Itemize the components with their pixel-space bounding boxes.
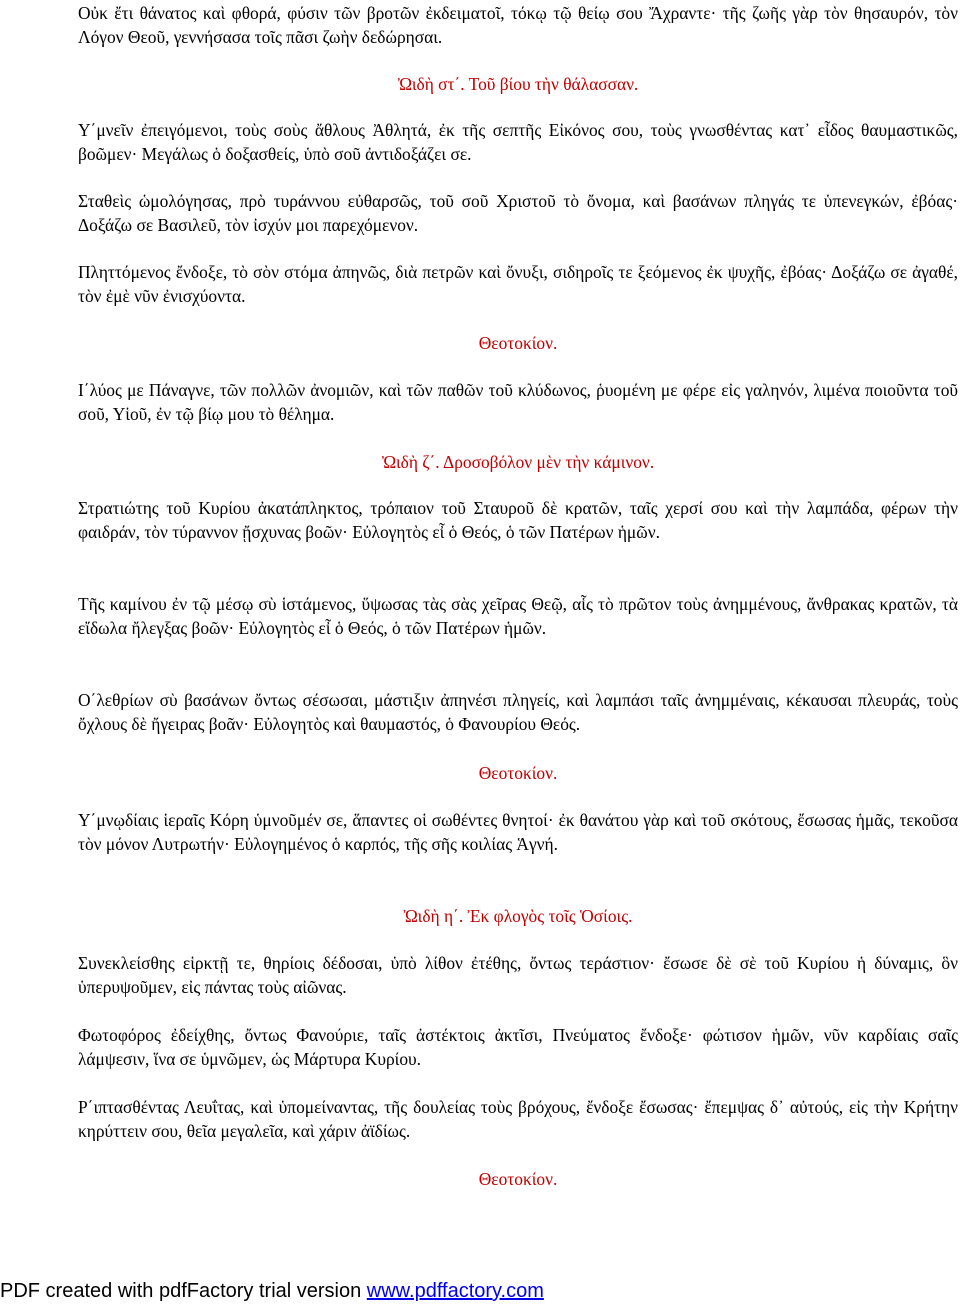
paragraph: Συνεκλείσθης εἱρκτῇ τε, θηρίοις δέδοσαι, ὑπὸ λίθον ἐτέθης, ὄντως τεράστιον· ἔσωσε δὲ σὲ τοῦ Κυρίου ἡ δύναμις, ὃν ὑπερυψοῦμεν, εἰς πάντας τοὺς αἰῶνας. bbox=[78, 953, 958, 997]
paragraph: Οὐκ ἔτι θάνατος καὶ φθορά, φύσιν τῶν βροτῶν ἐκδειματοῖ, τόκῳ τῷ θείῳ σου Ἄχραντε· τῆς ζωῆς γὰρ τὸν θησαυρόν, τὸν Λόγον Θεοῦ, γεννήσασα τοῖς πᾶσι ζωὴν δεδώρησαι. bbox=[78, 3, 958, 47]
footer-text: PDF created with pdfFactory trial version bbox=[0, 1280, 367, 1302]
ode-heading: Ὠιδὴ ζ΄. Δροσοβόλον μὲν τὴν κάμινον. bbox=[381, 452, 655, 472]
theotokion-heading: Θεοτοκίον. bbox=[478, 333, 558, 353]
paragraph: Τῆς καμίνου ἐν τῷ μέσῳ σὺ ἱστάμενος, ὕψωσας τὰς σὰς χεῖρας Θεῷ, αἷς τὸ πρῶτον τοὺς ἀνημμένους, ἄνθρακας κρατῶν, τὰ εἴδωλα ἤλεγξας βοῶν· Εὐλογητὸς εἶ ὁ Θεός, ὁ τῶν Πατέρων ἡμῶν. bbox=[78, 594, 958, 638]
paragraph: Ι΄λύος με Πάναγνε, τῶν πολλῶν ἀνομιῶν, καὶ τῶν παθῶν τοῦ κλύδωνος, ῥυομένη με φέρε εἰς γαληνόν, λιμένα ποιοῦντα τοῦ σοῦ, Υἱοῦ, ἐν τῷ βίῳ μου τὸ θέλημα. bbox=[78, 380, 958, 424]
ode-heading: Ὠιδὴ η΄. Ἐκ φλογὸς τοῖς Ὁσίοις. bbox=[403, 906, 633, 926]
theotokion-heading: Θεοτοκίον. bbox=[478, 1169, 558, 1189]
paragraph: Πληττόμενος ἔνδοξε, τὸ σὸν στόμα ἀπηνῶς, διὰ πετρῶν καὶ ὄνυξι, σιδηροῖς τε ξεόμενος ἐκ ψυχῆς, ἐβόας· Δοξάζω σε ἀγαθέ, τὸν ἐμὲ νῦν ἐνισχύοντα. bbox=[78, 262, 958, 306]
paragraph: Στρατιώτης τοῦ Κυρίου ἀκατάπληκτος, τρόπαιον τοῦ Σταυροῦ δὲ κρατῶν, ταῖς χερσί σου καὶ τὴν λαμπάδα, φέρων τὴν φαιδράν, τὸν τύραννον ᾔσχυνας βοῶν· Εὐλογητὸς εἶ ὁ Θεός, ὁ τῶν Πατέρων ἡμῶν. bbox=[78, 498, 958, 542]
paragraph: Υ΄μνεῖν ἐπειγόμενοι, τοὺς σοὺς ἄθλους Ἀθλητά, ἐκ τῆς σεπτῆς Εἰκόνος σου, τοὺς γνωσθέντας κατ᾽ εἶδος θαυμαστικῶς, βοῶμεν· Μεγάλως ὁ δοξασθείς, ὑπὸ σοῦ ἀντιδοξάζει σε. bbox=[78, 120, 958, 164]
paragraph: Ρ΄ιπτασθέντας Λευΐτας, καὶ ὑπομείναντας, τῆς δουλείας τοὺς βρόχους, ἔνδοξε ἔσωσας· ἔπεμψας δ᾽ αὐτούς, εἰς τὴν Κρήτην κηρύττειν σου, θεῖα μεγαλεῖα, καὶ χάριν ἀϊδίως. bbox=[78, 1097, 958, 1141]
ode-heading: Ὠιδὴ στ΄. Τοῦ βίου τὴν θάλασσαν. bbox=[397, 74, 639, 94]
pdffactory-link[interactable]: www.pdffactory.com bbox=[366, 1280, 544, 1302]
paragraph: Ο΄λεθρίων σὺ βασάνων ὄντως σέσωσαι, μάστιξιν ἀπηνέσι πληγείς, καὶ λαμπάσι ταῖς ἀνημμέναις, κέκαυσαι πλευράς, τοὺς ὄχλους δὲ ἤγειρας βοᾶν· Εὐλογητὸς καὶ θαυμαστός, ὁ Φανουρίου Θεός. bbox=[78, 690, 958, 734]
pdf-footer bbox=[0, 1277, 960, 1305]
paragraph: Υ΄μνῳδίαις ἱεραῖς Κόρη ὑμνοῦμέν σε, ἅπαντες οἱ σωθέντες θνητοί· ἐκ θανάτου γὰρ καὶ τοῦ σκότους, ἔσωσας ἡμᾶς, τεκοῦσα τὸν μόνον Λυτρωτήν· Εὐλογημένος ὁ καρπός, τῆς σῆς κοιλίας Ἁγνή. bbox=[78, 810, 958, 854]
paragraph: Φωτοφόρος ἐδείχθης, ὄντως Φανούριε, ταῖς ἀστέκτοις ἀκτῖσι, Πνεύματος ἔνδοξε· φώτισον ἡμῶν, νῦν καρδίαις σαῖς λάμψεσιν, ἵνα σε ὑμνῶμεν, ὡς Μάρτυρα Κυρίου. bbox=[78, 1025, 958, 1069]
paragraph: Σταθεὶς ὡμολόγησας, πρὸ τυράννου εὐθαρσῶς, τοῦ σοῦ Χριστοῦ τὸ ὄνομα, καὶ βασάνων πληγάς τε ὑπενεγκών, ἐβόας· Δοξάζω σε Βασιλεῦ, τὸν ἰσχύν μοι παρεχόμενον. bbox=[78, 191, 958, 235]
theotokion-heading: Θεοτοκίον. bbox=[478, 763, 558, 783]
